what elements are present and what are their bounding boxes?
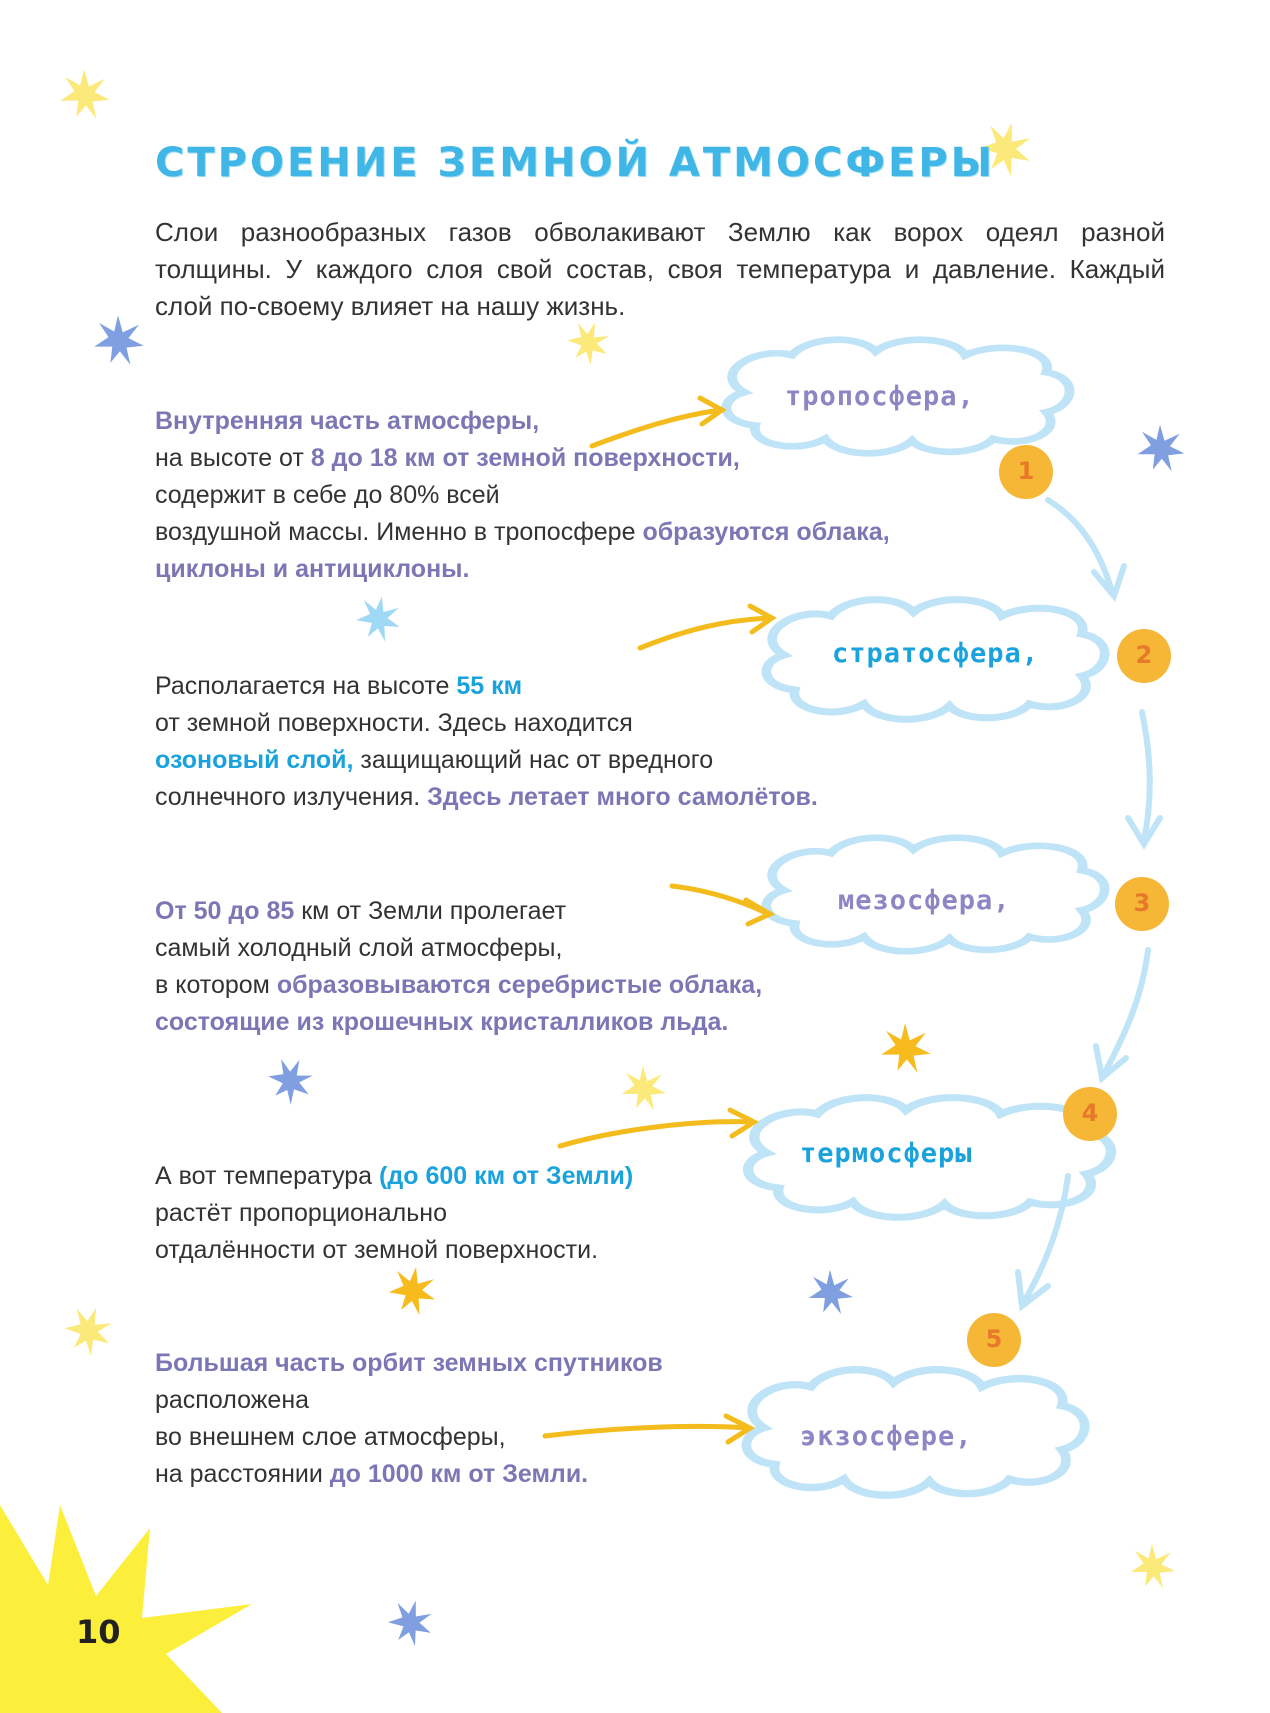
star-decoration [622, 1066, 666, 1110]
star-decoration [94, 315, 143, 364]
body-text: расположена [155, 1386, 310, 1414]
star-decoration [1131, 1544, 1175, 1588]
star-decoration [386, 1263, 440, 1317]
star-decoration [353, 593, 404, 644]
star-decoration [1138, 425, 1185, 472]
body-text: самый холодный слой атмосферы, [155, 934, 563, 962]
body-text: отдалённости от земной поверхности. [155, 1236, 599, 1264]
body-text: от земной поверхности. Здесь находится [155, 709, 633, 737]
star-decoration [881, 1023, 930, 1072]
body-text: на расстоянии [155, 1460, 330, 1488]
exosphere-description [155, 1345, 663, 1493]
body-text: солнечного излучения. [155, 783, 428, 811]
cloud-label-mesosphere: мезосфера, [838, 885, 1011, 916]
thermosphere-description [155, 1158, 633, 1269]
highlight-text: Внутренняя часть атмосферы, [155, 407, 540, 435]
down-arrow-1 [1048, 500, 1124, 596]
cloud-label-thermosphere: термосферы [800, 1138, 973, 1169]
body-text: км от Земли пролегает [294, 897, 567, 925]
highlight-text: циклоны и антициклоны. [155, 555, 470, 583]
body-text: на высоте от [155, 444, 311, 472]
mesosphere-description [155, 893, 762, 1041]
arrow-to-thermosphere [560, 1110, 754, 1146]
highlight-text: до 1000 км от Земли. [329, 1460, 589, 1488]
body-text: растёт пропорционально [155, 1199, 447, 1227]
down-arrow-3 [1096, 950, 1148, 1078]
body-text: воздушной массы. Именно в тропосфере [155, 518, 643, 546]
star-decoration [59, 1300, 119, 1360]
highlight-text: Здесь летает много самолётов. [427, 783, 818, 811]
body-text: А вот температура [155, 1162, 380, 1190]
arrow-to-stratosphere [640, 606, 772, 648]
layer-number-1: 1 [1017, 457, 1035, 485]
page-title: СТРОЕНИЕ ЗЕМНОЙ АТМОСФЕРЫ [155, 140, 996, 186]
star-decoration [261, 1051, 320, 1110]
body-text: содержит в себе до 80% всей [155, 481, 500, 509]
highlight-text: озоновый слой, [155, 746, 354, 774]
highlight-text: образуются облака, [642, 518, 890, 546]
down-arrow-2 [1128, 712, 1160, 844]
layer-number-4: 4 [1081, 1099, 1099, 1127]
intro-paragraph: Слои разнообразных газов обволакивают Землю как ворох одеял разной толщины. У каждого слоя свой состав, своя температура и давление. Каждый слой по-своему влияет на нашу жизнь. [155, 217, 1165, 321]
body-text: Располагается на высоте [155, 672, 457, 700]
troposphere-description [155, 403, 890, 588]
highlight-text: (до 600 км от Земли) [379, 1162, 634, 1190]
highlight-text: состоящие из крошечных кристалликов льда. [155, 1008, 729, 1036]
cloud-label-troposphere: тропосфера, [785, 381, 975, 412]
cloud-label-exosphere: экзосфере, [800, 1421, 973, 1452]
page-number: 10 [76, 1613, 121, 1651]
stratosphere-description [155, 668, 818, 816]
cloud-label-stratosphere: стратосфера, [832, 638, 1040, 669]
highlight-text: образовываются серебристые облака, [276, 971, 763, 999]
body-text: во внешнем слое атмосферы, [155, 1423, 506, 1451]
body-text: в котором [155, 971, 277, 999]
highlight-text: Большая часть орбит земных спутников [155, 1349, 663, 1377]
body-text: защищающий нас от вредного [353, 746, 714, 774]
highlight-text: 8 до 18 км от земной поверхности, [310, 444, 740, 472]
layer-number-2: 2 [1135, 641, 1153, 669]
layer-number-5: 5 [985, 1325, 1003, 1353]
layer-number-3: 3 [1133, 889, 1151, 917]
highlight-text: 55 км [456, 672, 523, 700]
star-decoration [384, 1595, 438, 1649]
star-decoration [60, 69, 109, 118]
star-decoration [809, 1270, 853, 1314]
sun-burst-decoration [0, 1505, 252, 1713]
highlight-text: От 50 до 85 [155, 897, 295, 925]
